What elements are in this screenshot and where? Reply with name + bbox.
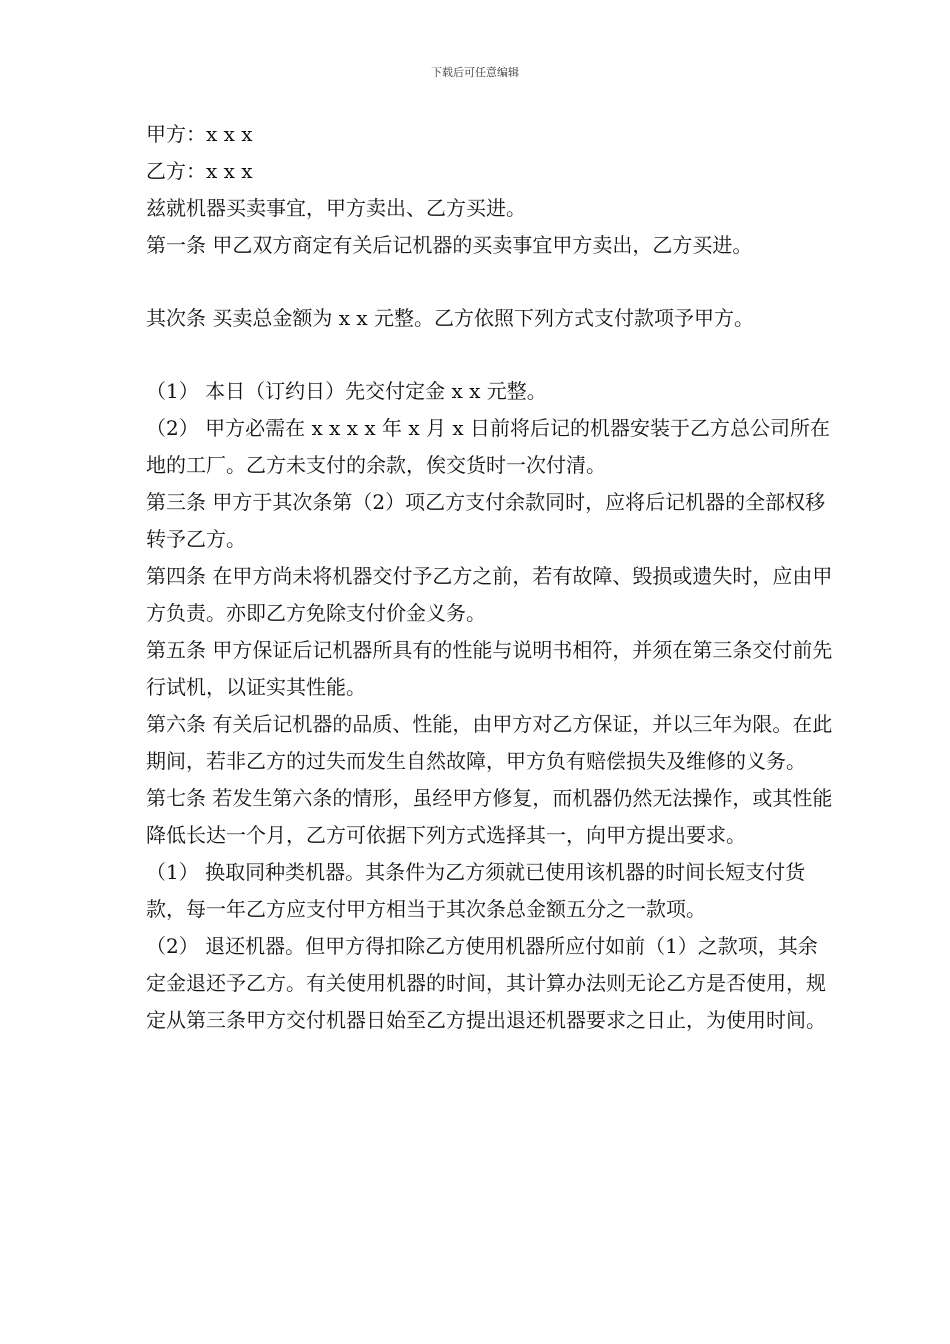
contract-body <box>146 116 836 1039</box>
article-1: 第一条 甲乙双方商定有关后记机器的买卖事宜甲方卖出，乙方买进。 <box>146 233 753 257</box>
party-a: 甲方：x x x <box>146 122 253 146</box>
article-4: 第四条 在甲方尚未将机器交付予乙方之前，若有故障、毁损或遗失时，应由甲方负责。亦即乙方免除支付价金义务。 <box>146 564 833 625</box>
article-5: 第五条 甲方保证后记机器所具有的性能与说明书相符，并须在第三条交付前先行试机，以证实其性能。 <box>146 638 833 699</box>
article-7-item-2: （2） 退还机器。但甲方得扣除乙方使用机器所应付如前（1）之款项，其余定金退还予乙方。有关使用机器的时间，其计算办法则无论乙方是否使用，规定从第三条甲方交付机器日始至乙方提出退还机器要求之日止，为使用时间。 <box>146 934 826 1032</box>
article-2: 其次条 买卖总金额为 x x 元整。乙方依照下列方式支付款项予甲方。 <box>146 306 754 330</box>
article-6: 第六条 有关后记机器的品质、性能，由甲方对乙方保证，并以三年为限。在此期间，若非乙方的过失而发生自然故障，甲方负有赔偿损失及维修的义务。 <box>146 712 833 773</box>
article-7: 第七条 若发生第六条的情形，虽经甲方修复，而机器仍然无法操作，或其性能降低长达一个月，乙方可依据下列方式选择其一，向甲方提出要求。 <box>146 786 833 847</box>
article-3: 第三条 甲方于其次条第（2）项乙方支付余款同时，应将后记机器的全部权移转予乙方。 <box>146 490 826 551</box>
page-header: 下载后可任意编辑 <box>431 66 519 79</box>
preamble: 兹就机器买卖事宜，甲方卖出、乙方买进。 <box>146 196 526 220</box>
article-2-item-2: （2） 甲方必需在 x x x x 年 x 月 x 日前将后记的机器安装于乙方总公司所在地的工厂。乙方未支付的余款，俟交货时一次付清。 <box>146 416 830 477</box>
article-7-item-1: （1） 换取同种类机器。其条件为乙方须就已使用该机器的时间长短支付货款，每一年乙方应支付甲方相当于其次条总金额五分之一款项。 <box>146 860 806 921</box>
party-b: 乙方：x x x <box>146 159 253 183</box>
article-2-item-1: （1） 本日（订约日）先交付定金 x x 元整。 <box>146 379 547 403</box>
